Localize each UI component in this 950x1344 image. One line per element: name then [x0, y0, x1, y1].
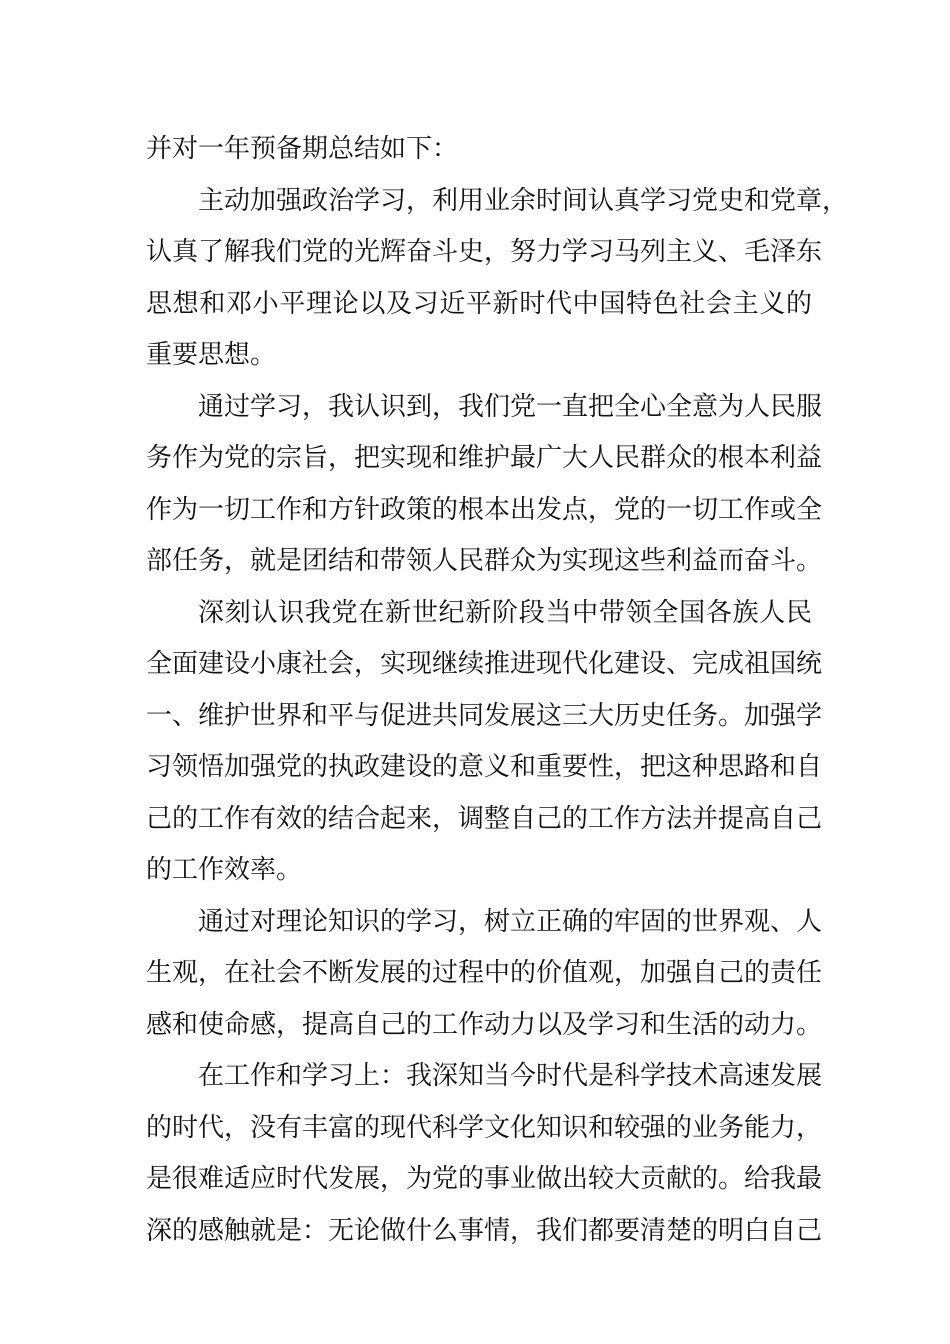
text-line: 己的工作有效的结合起来，调整自己的工作方法并提高自己 — [146, 803, 823, 834]
text-line: 思想和邓小平理论以及习近平新时代中国特色社会主义的 — [146, 288, 812, 319]
paragraph-first-line: 主动加强政治学习，利用业余时间认真学习党史和党章， — [198, 185, 849, 216]
text-line: 生观，在社会不断发展的过程中的价值观，加强自己的责任 — [146, 958, 823, 988]
text-line: 深的感触就是：无论做什么事情，我们都要清楚的明白自己 — [146, 1215, 823, 1246]
text-line: 认真了解我们党的光辉奋斗史，努力学习马列主义、毛泽东 — [146, 237, 823, 267]
paragraph-first-line: 通过对理论知识的学习，树立正确的牢固的世界观、人 — [198, 906, 823, 937]
paragraph-first-line: 深刻认识我党在新世纪新阶段当中带领全国各族人民 — [198, 597, 812, 628]
paragraph-first-line: 通过学习，我认识到，我们党一直把全心全意为人民服 — [198, 391, 823, 422]
paragraph-first-line: 在工作和学习上：我深知当今时代是科学技术高速发展 — [198, 1061, 823, 1091]
text-line: 的工作效率。 — [146, 855, 303, 885]
text-line: 重要思想。 — [146, 340, 277, 370]
text-line: 并对一年预备期总结如下： — [146, 134, 459, 164]
text-line: 全面建设小康社会，实现继续推进现代化建设、完成祖国统 — [146, 649, 823, 679]
text-line: 务作为党的宗旨，把实现和维护最广大人民群众的根本利益 — [146, 443, 823, 473]
text-line: 的时代，没有丰富的现代科学文化知识和较强的业务能力， — [146, 1112, 823, 1143]
document-body — [146, 124, 849, 1257]
text-line: 习领悟加强党的执政建设的意义和重要性，把这种思路和自 — [146, 752, 823, 782]
text-line: 是很难适应时代发展，为党的事业做出较大贡献的。给我最 — [146, 1164, 823, 1194]
text-line: 作为一切工作和方针政策的根本出发点，党的一切工作或全 — [146, 494, 823, 525]
text-line: 一、维护世界和平与促进共同发展这三大历史任务。加强学 — [146, 700, 823, 731]
text-line: 感和使命感，提高自己的工作动力以及学习和生活的动力。 — [146, 1009, 823, 1040]
text-line: 部任务，就是团结和带领人民群众为实现这些利益而奋斗。 — [146, 546, 823, 576]
